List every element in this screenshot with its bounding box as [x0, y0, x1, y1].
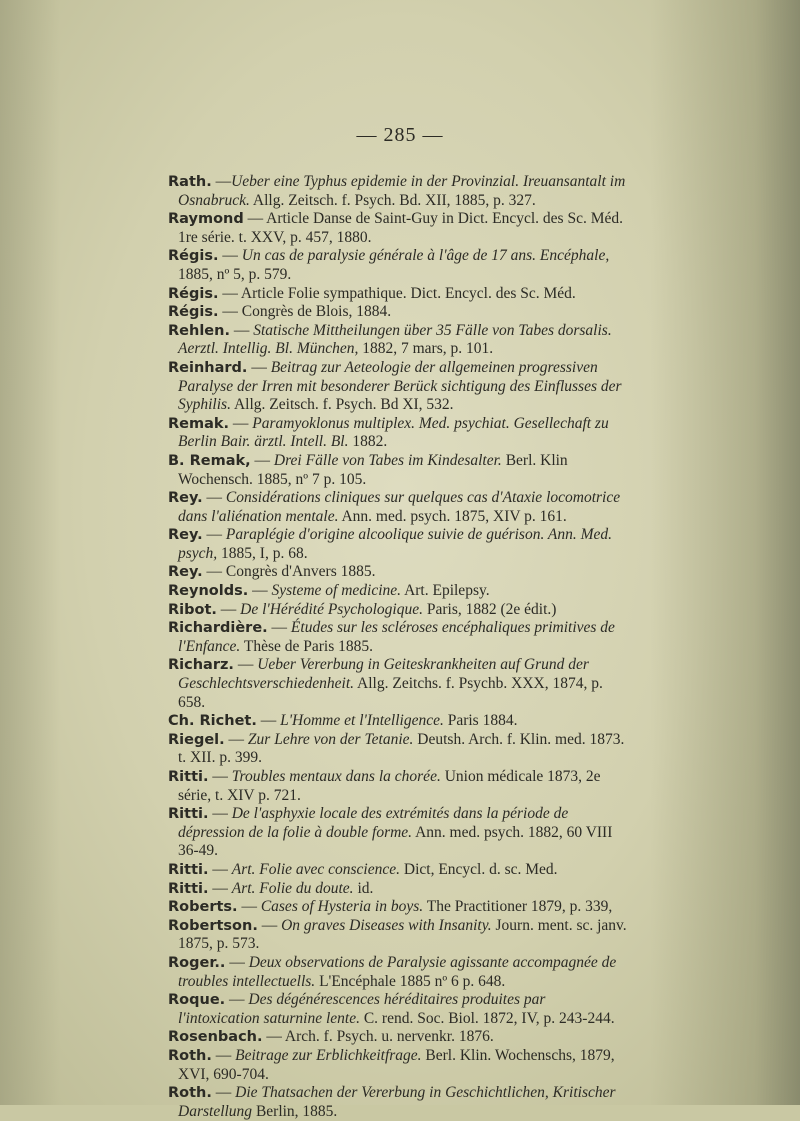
entry-author: Roth.: [168, 1047, 212, 1064]
entry-publication: Berl. Klin. Wochenschs, 1879, XVI, 690-704.: [178, 1046, 615, 1083]
bibliography-entry: [168, 247, 628, 284]
bibliography-entry: [168, 861, 628, 880]
entry-author: Régis.: [168, 304, 219, 321]
entry-title: De l'Hérédité Psychologique.: [240, 600, 423, 618]
entry-separator: —: [243, 210, 267, 228]
entry-publication: Allg. Zeitsch. f. Psych. Bd. XII, 1885, p. 327.: [249, 191, 536, 209]
entry-title: Paramyoklonus multiplex. Med. psychiat. Gesellechaft zu Berlin Bair. ärztl. Intell. Bl.: [178, 414, 609, 451]
entry-separator: —: [225, 991, 249, 1009]
entry-publication: 1882.: [348, 433, 388, 451]
entry-author: Roth.: [168, 1085, 212, 1102]
bibliography-entry: [168, 768, 628, 805]
entry-author: Rey.: [168, 527, 203, 544]
bibliography-entry: [168, 991, 628, 1028]
entry-author: Ritti.: [168, 880, 209, 897]
entry-separator: —: [211, 1084, 236, 1102]
entry-author: Roque.: [168, 992, 226, 1009]
bibliography-entry: [168, 173, 628, 210]
entry-publication: Union médicale 1873, 2e série, t. XIV p. 721.: [178, 768, 601, 804]
entry-title: Die Thatsachen der Vererbung in Geschichtlichen, Kritischer Darstellung: [178, 1084, 616, 1120]
entry-publication: Ann. med. psych. 1875, XIV p. 161.: [338, 507, 567, 525]
entry-author: Remak.: [168, 415, 230, 432]
entry-author: Régis.: [168, 285, 219, 302]
bibliography-entry: [168, 285, 628, 304]
entry-title: Deux observations de Paralysie agissante accompagnée de troubles intellectuells.: [178, 953, 617, 990]
entry-publication: Paris 1884.: [443, 712, 518, 730]
entry-separator: —: [202, 526, 226, 544]
bibliography-entry: [168, 1084, 628, 1121]
entry-publication: Paris, 1882 (2e édit.): [422, 600, 557, 618]
entry-separator: —: [237, 898, 261, 916]
entry-publication: 1882, 7 mars, p. 101.: [358, 340, 494, 358]
bibliography-entry: [168, 1047, 628, 1084]
entry-author: Richarz.: [168, 657, 234, 674]
entry-publication: The Practitioner 1879, p. 339,: [423, 898, 613, 916]
entry-title: Beitrage zur Erblichkeitfrage.: [235, 1046, 422, 1064]
entry-title: Beitrag zur Aeteologie der allgemeinen progressiven Paralyse der Irren mit besonderer Berück sichtigung des Einflusses der Syphilis.: [178, 358, 622, 414]
bibliography-entry: [168, 712, 628, 731]
bibliography-entry: [168, 880, 628, 899]
entry-author: Ritti.: [168, 806, 209, 823]
entry-separator: —: [211, 1046, 236, 1064]
entry-separator: —: [202, 563, 226, 581]
bibliography-entry: [168, 563, 628, 582]
entry-title: Paraplégie d'origine alcoolique suivie de guérison. Ann. Med. psych,: [178, 526, 613, 562]
bibliography-entry: [168, 898, 628, 917]
entry-author: Reinhard.: [168, 359, 248, 376]
bibliography-entry: [168, 1028, 628, 1047]
entry-publication: C. rend. Soc. Biol. 1872, IV, p. 243-244.: [359, 1009, 615, 1027]
entry-separator: —: [225, 953, 249, 971]
entry-publication: Deutsh. Arch. f. Klin. med. 1873. t. XII. p. 399.: [178, 730, 625, 767]
entry-publication: 1885, I, p. 68.: [217, 544, 308, 562]
entry-publication: Dict, Encycl. d. sc. Med.: [400, 860, 558, 878]
entry-publication: Arch. f. Psych. u. nervenkr. 1876.: [284, 1028, 494, 1046]
entry-separator: —: [208, 860, 232, 878]
entry-author: Rey.: [168, 564, 203, 581]
entry-separator: —: [257, 916, 282, 934]
bibliography-entry: [168, 322, 628, 359]
entry-author: Robertson.: [168, 917, 258, 934]
entry-separator: —: [256, 712, 281, 730]
entry-title: Art. Folie du doute.: [231, 879, 354, 897]
entry-author: Richardière.: [168, 620, 268, 637]
entry-title: Art. Folie avec conscience.: [231, 860, 401, 878]
entry-publication: Article Folie sympathique. Dict. Encycl. des Sc. Méd.: [240, 284, 576, 302]
entry-separator: —: [208, 768, 232, 785]
entry-author: Rehlen.: [168, 322, 230, 339]
entry-separator: —: [267, 619, 291, 637]
entry-title: L'Homme et l'Intelligence.: [280, 712, 444, 730]
bibliography-entry: [168, 917, 628, 954]
entry-author: Ritti.: [168, 861, 209, 878]
entry-author: Ch. Richet.: [168, 713, 257, 730]
entry-title: Troubles mentaux dans la chorée.: [231, 768, 441, 785]
entry-author: Rey.: [168, 490, 203, 507]
entry-separator: —: [229, 321, 254, 339]
bibliography-entry: [168, 489, 628, 526]
entry-author: Roger..: [168, 954, 226, 971]
entry-title: Drei Fälle von Tabes im Kindesalter.: [273, 451, 502, 469]
entry-separator: —: [250, 451, 274, 469]
entry-publication: L'Encéphale 1885 nº 6 p. 648.: [315, 972, 506, 990]
entry-separator: —: [208, 805, 232, 823]
entry-author: Raymond: [168, 211, 244, 228]
bibliography-entry: [168, 415, 628, 452]
entry-publication: id.: [353, 879, 374, 897]
entry-title: De l'asphyxie locale des extrémités dans la période de dépression de la folie à double forme.: [178, 805, 569, 841]
bibliography-entry: [168, 526, 628, 563]
entry-author: Reynolds.: [168, 583, 249, 600]
entry-separator: —: [229, 414, 253, 432]
entry-separator: —: [233, 656, 258, 674]
entry-separator: —: [224, 730, 248, 748]
entry-author: Rosenbach.: [168, 1029, 263, 1046]
bibliography-entry: [168, 954, 628, 991]
entry-publication: Berlin, 1885.: [252, 1102, 338, 1120]
entry-publication: Allg. Zeitsch. f. Psych. Bd XI, 532.: [230, 396, 454, 414]
entry-author: Ribot.: [168, 601, 217, 618]
entry-separator: —: [247, 358, 271, 376]
entry-separator: —: [202, 489, 226, 507]
page-number: — 285 —: [356, 124, 444, 146]
entry-publication: Art. Epilepsy.: [401, 582, 490, 600]
entry-author: Rath.: [168, 174, 212, 190]
bibliography-entry: [168, 656, 628, 712]
entry-title: Systeme of medicine.: [271, 582, 402, 600]
entry-separator: —: [262, 1028, 285, 1046]
entry-title: Considérations cliniques sur quelques cas d'Ataxie locomotrice dans l'aliénation mentale.: [178, 489, 621, 525]
entry-author: Régis.: [168, 248, 219, 265]
entry-title: Ueber Vererbung in Geiteskrankheiten auf Grund der Geschlechtsverschiedenheit.: [178, 656, 589, 693]
entry-author: B. Remak,: [168, 452, 251, 469]
entry-title: Zur Lehre von der Tetanie.: [247, 730, 414, 748]
entry-separator: —: [218, 284, 241, 302]
entry-separator: —: [208, 879, 232, 897]
entry-publication: Journ. ment. sc. janv. 1875, p. 573.: [178, 916, 627, 953]
entry-publication: Berl. Klin Wochensch. 1885, nº 7 p. 105.: [178, 451, 568, 488]
entry-separator: —: [218, 247, 242, 265]
entry-title: Un cas de paralysie générale à l'âge de 17 ans. Encéphale,: [241, 247, 610, 265]
bibliography-entry: [168, 582, 628, 601]
bibliography-entry: [168, 619, 628, 656]
entry-separator: —: [218, 303, 242, 321]
bibliography-entry: [168, 601, 628, 620]
entry-separator: —: [216, 600, 241, 618]
entry-author: Ritti.: [168, 769, 209, 785]
entry-title: Ueber eine Typhus epidemie in der Provinzial. Ireuansantalt im Osnabruck.: [178, 173, 626, 209]
entry-publication: Ann. med. psych. 1882, 60 VIII 36-49.: [178, 823, 613, 860]
entry-publication: Thèse de Paris 1885.: [240, 637, 374, 655]
entry-title: Études sur les scléroses encéphaliques primitives de l'Enfance.: [178, 619, 615, 655]
bibliography-entry: [168, 359, 628, 415]
page-shadow-left: [0, 0, 60, 1105]
entry-author: Riegel.: [168, 731, 225, 748]
bibliography-list: [168, 173, 628, 1121]
entry-title: Cases of Hysteria in boys.: [260, 898, 424, 916]
bibliography-entry: [168, 452, 628, 489]
entry-title: Des dégénérescences héréditaires produites par l'intoxication saturnine lente.: [178, 991, 546, 1027]
entry-title: On graves Diseases with Insanity.: [281, 916, 492, 934]
entry-publication: Congrès d'Anvers 1885.: [225, 563, 376, 581]
bibliography-entry: [168, 210, 628, 247]
bibliography-entry: [168, 805, 628, 861]
page-shadow-right: [650, 0, 800, 1105]
bibliography-entry: [168, 731, 628, 768]
entry-publication: 1885, nº 5, p. 579.: [178, 265, 292, 283]
entry-separator: —: [248, 582, 272, 600]
entry-publication: Congrès de Blois, 1884.: [241, 303, 392, 321]
entry-title: Statische Mittheilungen über 35 Fälle von Tabes dorsalis. Aerztl. Intellig. Bl. München,: [178, 321, 612, 358]
entry-author: Roberts.: [168, 899, 238, 916]
bibliography-entry: [168, 303, 628, 322]
entry-separator: —: [211, 173, 232, 190]
entry-publication: Allg. Zeitchs. f. Psychb. XXX, 1874, p. 658.: [178, 675, 603, 711]
entry-publication: Article Danse de Saint-Guy in Dict. Encycl. des Sc. Méd. 1re série. t. XXV, p. 457, 1880.: [178, 210, 623, 246]
